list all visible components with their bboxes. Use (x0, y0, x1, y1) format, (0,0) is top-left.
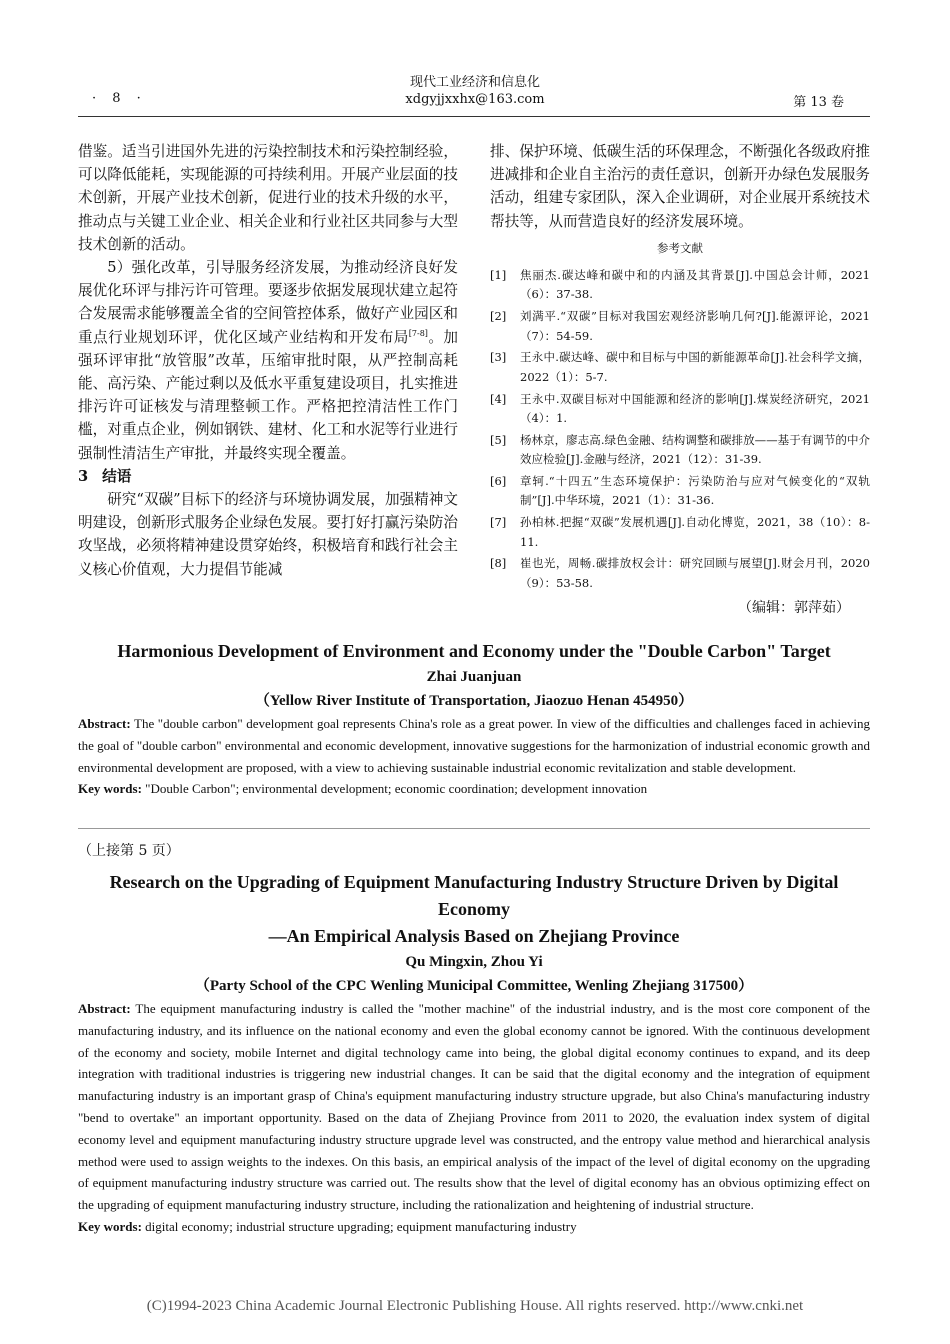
english-title: Research on the Upgrading of Equipment Manufacturing Industry Structure Driven by Digital Economy (109, 872, 839, 919)
reference-number: [3] (490, 350, 507, 365)
reference-text: 王永中.双碳目标对中国能源和经济的影响[J].煤炭经济研究，2021（4）：1. (520, 391, 870, 426)
english-abstract-2 (78, 869, 870, 1238)
abstract-text: The equipment manufacturing industry is called the "mother machine" of the industrial industry, and is the most core component of the manufacturing industry, and its influence on the national economy and even the global economy cannot be ignored. With the continuous development of the economy and society, mobile Internet and digital technology came into being, the global digital economy continues to expand, and its deep integration with traditional industries is triggering new industrial changes. It can be said that the digital economy and the integration of equipment manufacturing industry is an important grasp of China's equipment manufacturing industry structure upgrade, but also China's manufacturing industry "bend to overtake" an important opportunity. Based on the data of Zhejiang Province from 2011 to 2020, the evaluation index system of digital economy level and equipment manufacturing industry structure upgrade level was constructed, and the entropy value method and hierarchical analysis method were used to assign weights to the indexes. On this basis, an empirical analysis of the impact of the level of digital economy on the upgrading of equipment manufacturing industry structure was carried out. The results show that the level of digital economy has an obvious optimizing effect on the upgrading of equipment manufacturing industry structure, including the rationalization and heightening of industrial structure. (78, 1001, 870, 1213)
reference-item (490, 348, 870, 387)
abstract (78, 713, 870, 778)
reference-text: 王永中.碳达峰、碳中和目标与中国的新能源革命[J].社会科学文摘，2022（1）：5-7. (520, 350, 870, 384)
left-column (78, 140, 458, 581)
reference-list (490, 266, 870, 593)
copyright-footer: (C)1994-2023 China Academic Journal Electronic Publishing House. All rights reserved. http://www.cnki.net (146, 1298, 804, 1314)
header-rule (78, 116, 870, 117)
paragraph: 借鉴。适当引进国外先进的污染控制技术和污染控制经验，可以降低能耗，实现能源的可持续利用。开展产业层面的技术创新，开展产业技术创新，促进行业的技术升级的水平，推动点与关键工业企业、相关企业和行业社区共同参与大型技术创新的活动。 (78, 143, 458, 253)
reference-text: 焦丽杰.碳达峰和碳中和的内涵及其背景[J].中国总会计师，2021（6）：37-38. (520, 268, 870, 302)
reference-number: [2] (490, 309, 507, 324)
abstract-label: Abstract: (78, 716, 131, 731)
reference-number: [5] (490, 432, 507, 447)
journal-email: xdgyjjxxhx@163.com (405, 92, 545, 107)
reference-number: [6] (490, 474, 507, 489)
journal-title: 现代工业经济和信息化 (409, 75, 540, 90)
paragraph (78, 256, 458, 465)
reference-item (490, 513, 870, 552)
editor-note: （编辑：郭萍茹） (738, 600, 850, 617)
paragraph: 排、保护环境、低碳生活的环保理念，不断强化各级政府推进减排和企业自主治污的责任意识，创新开办绿色发展服务活动，组建专家团队，深入企业调研，对企业展开系统技术帮扶等，从而营造良好的经济发展环境。 (490, 143, 870, 230)
reference-text: 刘满平.“双碳”目标对我国宏观经济影响几何?[J].能源评论，2021（7）：54-59. (520, 309, 870, 343)
reference-text: 崔也光，周畅.碳排放权会计：研究回顾与展望[J].财会月刊，2020（9）：53-58. (520, 556, 870, 590)
section-title: 结语 (102, 467, 132, 485)
english-title: Harmonious Development of Environment and Economy under the "Double Carbon" Target (117, 641, 831, 661)
english-abstract-1 (78, 638, 870, 800)
citation: [7-8] (408, 328, 428, 338)
english-author: Zhai Juanjuan (426, 669, 522, 685)
section-heading (78, 465, 458, 488)
paragraph-text: 。加强环评审批“放管服”改革，压缩审批时限，从严控制高耗能、高污染、产能过剩以及低水平重复建设项目，扎实推进排污许可证核发与清理整顿工作。严格把控清洁性工作门槛，对重点企业，例如钢铁、建材、化工和水泥等行业进行强制性清洁生产审批，并最终实现全覆盖。 (78, 328, 458, 462)
section-divider (78, 828, 870, 829)
abstract (78, 998, 870, 1216)
english-affiliation: （Yellow River Institute of Transportation, Jiaozuo Henan 454950） (254, 693, 694, 709)
english-author: Qu Mingxin, Zhou Yi (405, 954, 543, 970)
abstract-label: Abstract: (78, 1001, 131, 1016)
section-number: 3 (78, 467, 89, 485)
references-title: 参考文献 (657, 240, 703, 255)
right-column (490, 140, 870, 620)
page-header (0, 74, 950, 114)
reference-text: 孙柏林.把握“双碳”发展机遇[J].自动化博览，2021，38（10）：8-11. (520, 515, 870, 549)
reference-item (490, 472, 870, 511)
reference-text: 章轲.“十四五”生态环境保护：污染防治与应对气候变化的“双轨制”[J].中华环境，2021（1）：31-36. (520, 474, 870, 508)
reference-number: [1] (490, 268, 507, 283)
continued-note: （上接第 5 页） (78, 843, 180, 859)
reference-number: [4] (490, 391, 507, 406)
paragraph-text: 5）强化改革，引导服务经济发展，为推动经济良好发展优化环评与排污许可管理。要逐步依据发展现状建立起符合发展需求能够覆盖全省的空间管控体系，做好产业园区和重点行业规划环评，优化区域产业结构和开发布局 (78, 259, 458, 346)
keywords-text: digital economy; industrial structure upgrading; equipment manufacturing industry (141, 1218, 577, 1234)
reference-item (490, 266, 870, 305)
reference-item (490, 390, 870, 429)
keywords-label: Key words: (78, 1218, 142, 1234)
reference-item (490, 307, 870, 346)
english-affiliation: （Party School of the CPC Wenling Municipal Committee, Wenling Zhejiang 317500） (194, 978, 754, 994)
volume-label: 第 13 卷 (793, 95, 844, 110)
reference-number: [7] (490, 515, 507, 530)
english-subtitle: —An Empirical Analysis Based on Zhejiang Province (268, 926, 680, 946)
keywords (78, 778, 870, 800)
abstract-text: The "double carbon" development goal represents China's role as a great power. In view of the difficulties and challenges faced in achieving the goal of "double carbon" environmental and economic development, innovative suggestions for the harmonization of industrial economic growth and environmental development are proposed, with a view to achieving sustainable industrial economic revitalization and stable development. (78, 716, 870, 775)
keywords-text: "Double Carbon"; environmental development; economic coordination; development innovation (141, 781, 648, 797)
keywords-label: Key words: (78, 781, 142, 797)
paragraph: 研究“双碳”目标下的经济与环境协调发展，加强精神文明建设，创新形式服务企业绿色发展。要打好打赢污染防治攻坚战，必须将精神建设贯穿始终，积极培育和践行社会主义核心价值观，大力提倡节能减 (78, 491, 458, 578)
keywords (78, 1216, 870, 1238)
reference-text: 杨林京，廖志高.绿色金融、结构调整和碳排放——基于有调节的中介效应检验[J].金融与经济，2021（12）：31-39. (520, 432, 870, 467)
reference-item (490, 554, 870, 593)
reference-number: [8] (490, 556, 507, 571)
page-number: · 8 · (92, 91, 147, 106)
reference-item (490, 431, 870, 470)
